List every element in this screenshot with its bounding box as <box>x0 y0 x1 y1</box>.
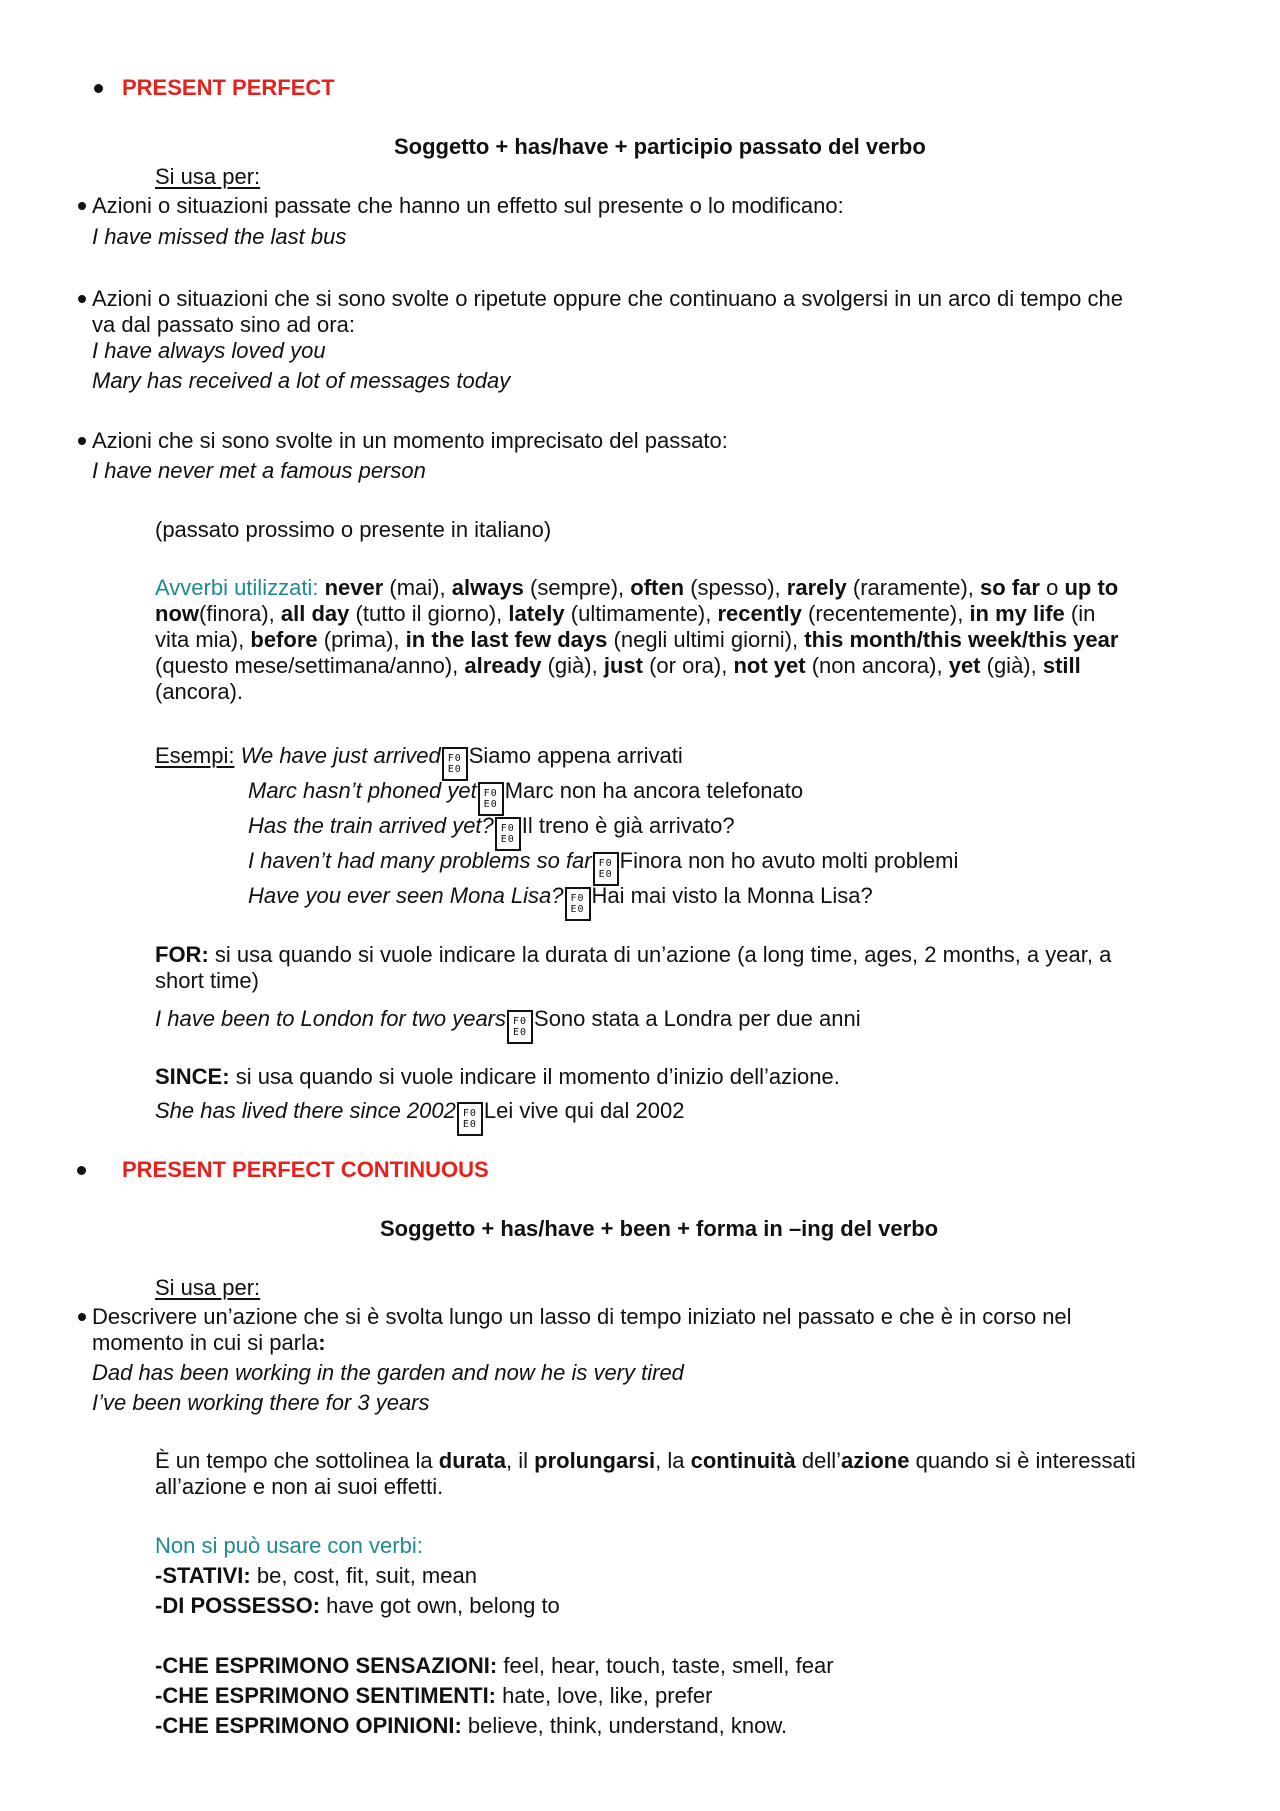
note-keyword: azione <box>841 1448 910 1473</box>
use-text: Azioni o situazioni che si sono svolte o ripetute oppure che continuano a svolgersi in un arco di tempo che <box>92 286 1123 311</box>
adverb: recently <box>717 601 802 626</box>
bullet-icon <box>77 1166 86 1175</box>
example-en: She has lived there since 2002 <box>155 1098 456 1123</box>
example-text: I have never met a famous person <box>92 458 426 483</box>
adverb: in my life <box>969 601 1065 626</box>
example-row <box>248 813 735 851</box>
use-text <box>92 1330 326 1356</box>
adverb: all day <box>280 601 350 626</box>
category-verbs: believe, think, understand, know. <box>467 1713 788 1738</box>
category-label: -DI POSSESSO: <box>155 1593 321 1618</box>
adverb: up to <box>1064 575 1119 600</box>
for-example <box>155 1006 861 1044</box>
adverb-translation: (ultimamente), <box>570 601 712 626</box>
adverbs-paragraph <box>155 575 1195 705</box>
note-line <box>155 1448 1136 1474</box>
adverb-translation: (or ora), <box>649 653 728 678</box>
adverbs-label: Avverbi utilizzati: <box>155 575 319 600</box>
use-text-colon: : <box>318 1330 326 1355</box>
example-text: Mary has received a lot of messages today <box>92 368 511 393</box>
since-rule <box>155 1064 840 1090</box>
adverb-translation: (tutto il giorno), <box>355 601 503 626</box>
adverb: lately <box>508 601 565 626</box>
verb-category-possesso <box>155 1593 560 1619</box>
example-text: I’ve been working there for 3 years <box>92 1390 430 1415</box>
section-heading-present-perfect-continuous: PRESENT PERFECT CONTINUOUS <box>122 1157 489 1182</box>
use-text-part: momento in cui si parla <box>92 1330 319 1355</box>
adverb: just <box>603 653 643 678</box>
adverb-translation: (finora), <box>199 601 275 626</box>
category-verbs: be, cost, fit, suit, mean <box>256 1563 477 1588</box>
adverb-translation: (questo mese/settimana/anno), <box>155 653 459 678</box>
example-row <box>155 743 683 781</box>
for-label: FOR: <box>155 942 209 967</box>
adverb: rarely <box>786 575 847 600</box>
verb-category-sensazioni <box>155 1653 834 1679</box>
category-verbs: hate, love, like, prefer <box>502 1683 713 1708</box>
missing-glyph-icon: F0 E0 <box>478 782 504 816</box>
category-label: -STATIVI: <box>155 1563 251 1588</box>
adverb: so far <box>980 575 1040 600</box>
verb-category-sentimenti <box>155 1683 712 1709</box>
section-heading-present-perfect: PRESENT PERFECT <box>122 75 335 100</box>
adverb: now <box>155 601 199 626</box>
example-text: I have always loved you <box>92 338 326 363</box>
adverb: already <box>464 653 542 678</box>
category-label: -CHE ESPRIMONO OPINIONI: <box>155 1713 462 1738</box>
since-example <box>155 1098 684 1136</box>
example-it: Siamo appena arrivati <box>468 743 683 768</box>
adverb-translation: (già), <box>547 653 598 678</box>
note-line: all’azione e non ai suoi effetti. <box>155 1474 444 1499</box>
use-text: Azioni o situazioni passate che hanno un effetto sul presente o lo modificano: <box>92 193 844 218</box>
adverb-translation: vita mia), <box>155 627 245 652</box>
adverb: never <box>324 575 384 600</box>
for-text: short time) <box>155 968 259 993</box>
note-text: , la <box>655 1448 685 1473</box>
adverb-translation: (recentemente), <box>808 601 964 626</box>
use-text: va dal passato sino ad ora: <box>92 312 355 337</box>
missing-glyph-icon: F0 E0 <box>457 1102 483 1136</box>
example-it: Hai mai visto la Monna Lisa? <box>591 883 873 908</box>
uses-label: Si usa per: <box>155 164 261 189</box>
note-text: , il <box>506 1448 528 1473</box>
example-text: I have missed the last bus <box>92 224 347 249</box>
uses-label: Si usa per: <box>155 1275 261 1300</box>
adverb: in the last few days <box>405 627 608 652</box>
formula-present-perfect-continuous: Soggetto + has/have + been + forma in –ing del verbo <box>380 1216 939 1241</box>
missing-glyph-icon: F0 E0 <box>565 887 591 921</box>
bullet-icon <box>78 202 86 210</box>
note-keyword: durata <box>438 1448 506 1473</box>
note-text: quando si è interessati <box>915 1448 1136 1473</box>
adverb-translation: (ancora). <box>155 679 244 704</box>
example-row <box>248 778 803 816</box>
adverb: yet <box>948 653 981 678</box>
example-en: We have just arrived <box>240 743 441 768</box>
missing-glyph-icon: F0 E0 <box>507 1010 533 1044</box>
adverb-translation: (in <box>1070 601 1096 626</box>
example-en: I have been to London for two years <box>155 1006 507 1031</box>
missing-glyph-icon: F0 E0 <box>495 817 521 851</box>
since-label: SINCE: <box>155 1064 230 1089</box>
bullet-icon <box>78 295 86 303</box>
category-verbs: have got own, belong to <box>326 1593 560 1618</box>
adverb: always <box>451 575 524 600</box>
note-keyword: prolungarsi <box>534 1448 656 1473</box>
bullet-icon <box>78 1313 86 1321</box>
example-text: Dad has been working in the garden and now he is very tired <box>92 1360 684 1385</box>
for-rule <box>155 942 1111 968</box>
formula-present-perfect: Soggetto + has/have + participio passato del verbo <box>394 134 926 159</box>
example-row <box>248 883 873 921</box>
not-usable-label: Non si può usare con verbi: <box>155 1533 423 1558</box>
example-en: Marc hasn’t phoned yet <box>248 778 477 803</box>
note-text: È un tempo che sottolinea la <box>155 1448 433 1473</box>
example-en: Have you ever seen Mona Lisa? <box>248 883 564 908</box>
example-it: Finora non ho avuto molti problemi <box>619 848 959 873</box>
adverb-translation: (già), <box>986 653 1037 678</box>
adverb: not yet <box>733 653 806 678</box>
example-row <box>248 848 958 886</box>
missing-glyph-icon: F0 E0 <box>593 852 619 886</box>
example-it: Lei vive qui dal 2002 <box>483 1098 685 1123</box>
adverb-translation: (non ancora), <box>811 653 943 678</box>
example-it: Sono stata a Londra per due anni <box>534 1006 861 1031</box>
since-text: si usa quando si vuole indicare il momento d’inizio dell’azione. <box>235 1064 840 1089</box>
adverb: before <box>250 627 318 652</box>
category-label: -CHE ESPRIMONO SENSAZIONI: <box>155 1653 498 1678</box>
examples-label: Esempi: <box>155 743 235 768</box>
example-en: I haven’t had many problems so far <box>248 848 592 873</box>
conjunction: o <box>1046 575 1059 600</box>
use-text: Descrivere un’azione che si è svolta lungo un lasso di tempo iniziato nel passato e che è in corso nel <box>92 1304 1072 1329</box>
bullet-icon <box>78 437 86 445</box>
verb-category-stativi <box>155 1563 477 1589</box>
adverb-translation: (sempre), <box>530 575 625 600</box>
example-it: Marc non ha ancora telefonato <box>504 778 804 803</box>
adverb-translation: (raramente), <box>852 575 974 600</box>
category-label: -CHE ESPRIMONO SENTIMENTI: <box>155 1683 497 1708</box>
category-verbs: feel, hear, touch, taste, smell, fear <box>503 1653 834 1678</box>
for-text: si usa quando si vuole indicare la durata di un’azione (a long time, ages, 2 months, a year, a <box>214 942 1112 967</box>
bullet-icon <box>94 84 103 93</box>
example-en: Has the train arrived yet? <box>248 813 494 838</box>
use-text: Azioni che si sono svolte in un momento imprecisato del passato: <box>92 428 728 453</box>
adverb-translation: (mai), <box>389 575 446 600</box>
note-keyword: continuità <box>690 1448 796 1473</box>
missing-glyph-icon: F0 E0 <box>442 747 468 781</box>
adverb: this month/this week/this year <box>804 627 1119 652</box>
adverb: still <box>1042 653 1081 678</box>
verb-category-opinioni <box>155 1713 787 1739</box>
adverb-translation: (negli ultimi giorni), <box>613 627 799 652</box>
translation-note: (passato prossimo o presente in italiano) <box>155 517 552 542</box>
adverb: often <box>630 575 685 600</box>
adverb-translation: (spesso), <box>690 575 781 600</box>
note-text: dell’ <box>801 1448 841 1473</box>
adverb-translation: (prima), <box>323 627 400 652</box>
example-it: Il treno è già arrivato? <box>521 813 735 838</box>
